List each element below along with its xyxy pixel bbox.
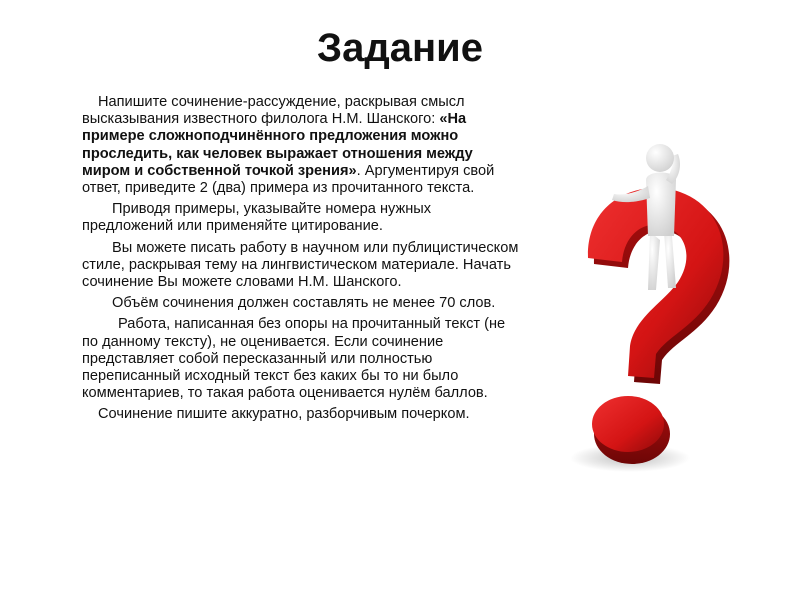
task-paragraph-5 xyxy=(82,316,522,402)
question-mark-figure-icon xyxy=(560,140,760,500)
task-paragraph-3 xyxy=(82,240,522,292)
task-paragraph-5-text: Работа, написанная без опоры на прочитанный текст (не по данному тексту), не оценивается. Если сочинение представляет собой пересказанный или полностью переписанный исходный текст без каких бы то ни было комментариев, то такая работа оценивается нулём баллов. xyxy=(82,316,506,402)
task-paragraph-2 xyxy=(82,201,522,235)
task-intro-end: . Аргументируя свой ответ, приведите 2 (два) примера из прочитанного текста. xyxy=(82,162,495,197)
task-quote: «На примере сложноподчинённого предложения можно проследить, как человек выражает отношения между миром и собственной точкой зрения» xyxy=(82,111,473,179)
question-dot xyxy=(592,396,664,452)
task-text xyxy=(82,94,522,428)
task-paragraph-3-text: Вы можете писать работу в научном или публицистическом стиле, раскрывая тему на лингвистическом материале. Начать сочинение Вы можете словами Н.М. Шанского. xyxy=(82,239,519,291)
task-paragraph-6-text: Сочинение пишите аккуратно, разборчивым почерком. xyxy=(98,406,470,423)
task-paragraph-4-text: Объём сочинения должен составлять не менее 70 слов. xyxy=(112,295,496,312)
task-paragraph-4 xyxy=(82,295,522,312)
page-title: Задание xyxy=(317,26,483,70)
task-paragraph-6 xyxy=(82,406,522,423)
task-paragraph-1 xyxy=(82,94,522,197)
task-paragraph-2-text: Приводя примеры, указывайте номера нужных предложений или применяйте цитирование. xyxy=(82,201,432,235)
task-intro: Напишите сочинение-рассуждение, раскрывая смысл высказывания известного филолога Н.М. Шанского: xyxy=(82,94,465,128)
